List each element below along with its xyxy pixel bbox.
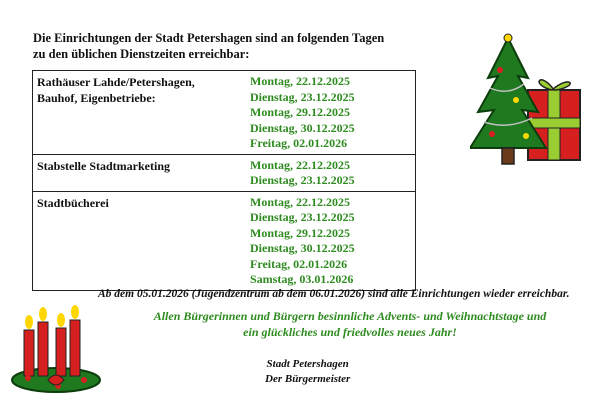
intro-line-2: zu den üblichen Dienstzeiten erreichbar:	[33, 47, 250, 61]
dates-cell	[246, 191, 416, 290]
open-date: Montag, 22.12.2025	[250, 194, 350, 209]
dates-cell	[246, 71, 416, 155]
open-date: Dienstag, 30.12.2025	[250, 241, 355, 255]
department-name: Stabstelle Stadtmarketing	[37, 158, 170, 173]
greeting-line-1: Allen Bürgerinnen und Bürgern besinnliche Advents- und Weihnachtstage und	[153, 309, 547, 323]
intro-line-1: Die Einrichtungen der Stadt Petershagen sind an folgenden Tagen	[33, 31, 385, 45]
open-date: Freitag, 02.01.2026	[250, 256, 348, 271]
schedule-row	[33, 191, 416, 290]
signature-line-2: Der Bürgermeister	[265, 373, 351, 385]
department-cell	[33, 71, 247, 155]
schedule-row	[33, 71, 416, 155]
schedule-table	[32, 70, 416, 291]
christmas-tree-gift-icon	[470, 30, 586, 170]
open-date: Montag, 29.12.2025	[250, 105, 350, 119]
reopening-note: Ab dem 05.01.2026 (Jugendzentrum ab dem 06.01.2026) sind alle Einrichtungen wieder erreichbar.	[98, 288, 570, 300]
open-date: Samstag, 03.01.2026	[250, 272, 354, 286]
department-cell	[33, 154, 247, 191]
department-name: Stadtbücherei	[37, 195, 109, 210]
intro-text	[33, 30, 384, 62]
open-date: Dienstag, 23.12.2025	[250, 210, 355, 224]
holiday-greeting	[130, 308, 570, 340]
open-date: Dienstag, 23.12.2025	[250, 89, 355, 104]
department-cell	[33, 191, 247, 290]
advent-candles-icon	[8, 300, 104, 396]
signature-line-1: Stadt Petershagen	[266, 358, 349, 370]
open-date: Dienstag, 23.12.2025	[250, 173, 355, 187]
dates-cell	[246, 154, 416, 191]
open-date: Montag, 22.12.2025	[250, 157, 350, 172]
department-name: Bauhof, Eigenbetriebe:	[37, 91, 156, 105]
greeting-line-2: ein glückliches und friedvolles neues Jahr!	[243, 325, 457, 339]
signature	[265, 357, 350, 387]
open-date: Freitag, 02.01.2026	[250, 136, 348, 150]
department-name: Rathäuser Lahde/Petershagen,	[37, 75, 195, 89]
open-date: Dienstag, 30.12.2025	[250, 120, 355, 135]
open-date: Montag, 22.12.2025	[250, 74, 350, 88]
open-date: Montag, 29.12.2025	[250, 225, 350, 240]
schedule-row	[33, 154, 416, 191]
